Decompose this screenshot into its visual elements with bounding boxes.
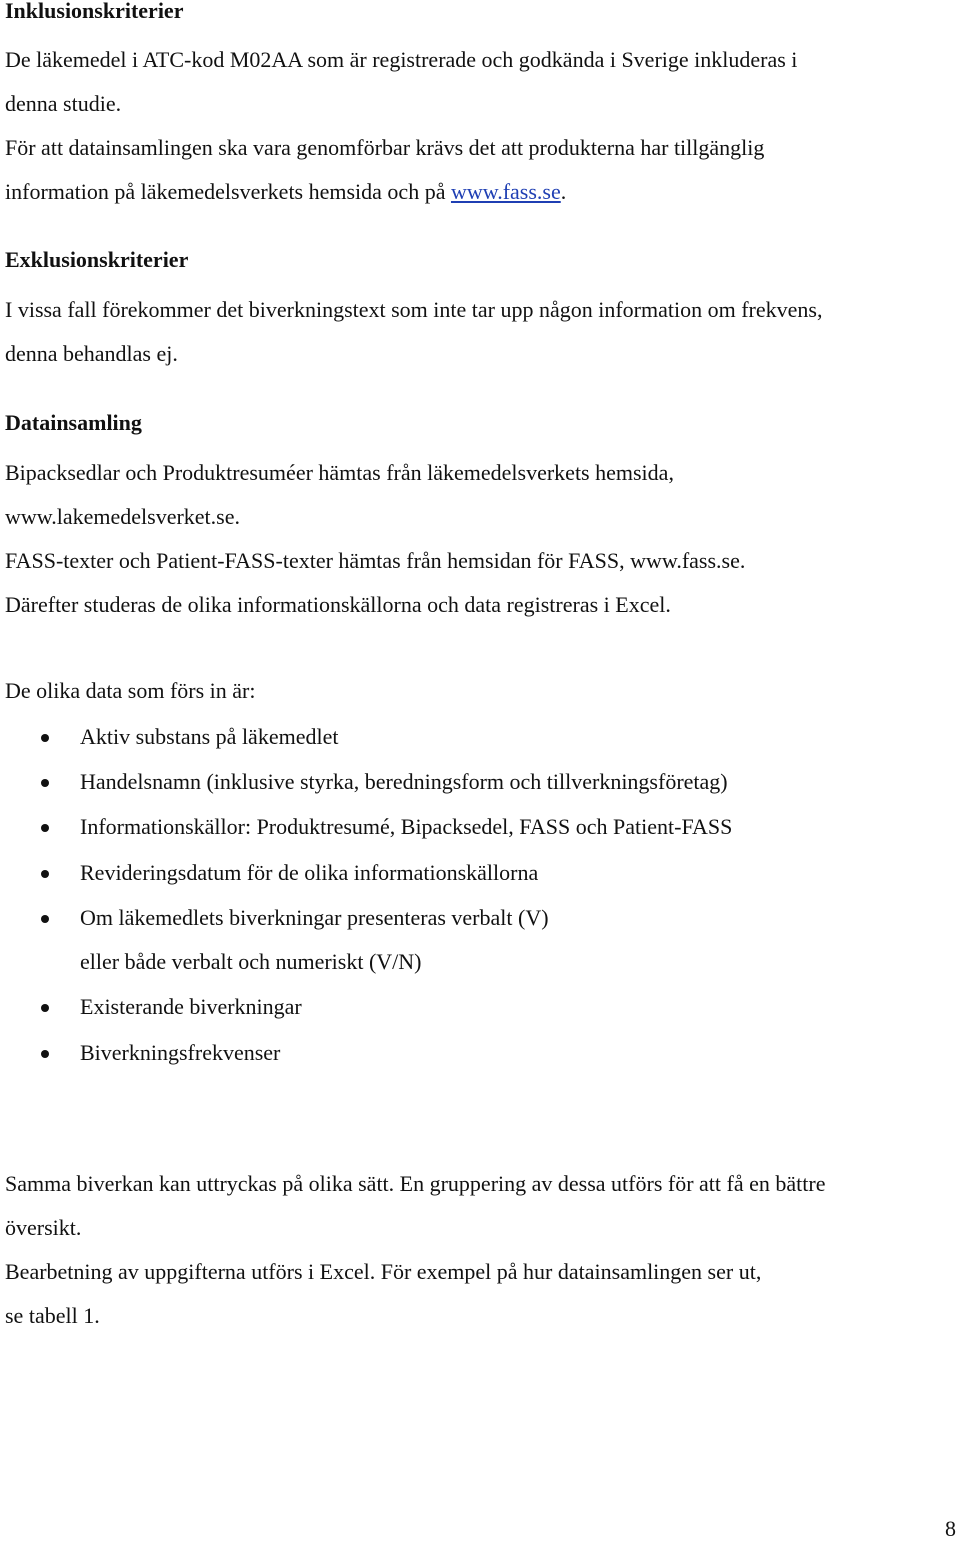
list-item-text: Informationskällor: Produktresumé, Bipacksedel, FASS och Patient-FASS — [80, 814, 733, 839]
closing-line-4: se tabell 1. — [5, 1303, 100, 1328]
bullet-icon — [41, 870, 49, 878]
list-item-text: Handelsnamn (inklusive styrka, beredningsform och tillverkningsföretag) — [80, 769, 728, 794]
exclusion-line-2: denna behandlas ej. — [5, 341, 178, 366]
exclusion-heading: Exklusionskriterier — [5, 247, 189, 272]
inclusion-line-4-prefix: information på läkemedelsverkets hemsida och på — [5, 179, 451, 204]
list-item-text: Om läkemedlets biverkningar presenteras verbalt (V) — [80, 905, 549, 930]
closing-line-2: översikt. — [5, 1215, 82, 1240]
bullet-icon — [41, 915, 49, 923]
fass-link[interactable]: www.fass.se — [450, 179, 561, 204]
data-list-intro: De olika data som förs in är: — [5, 678, 256, 703]
bullet-icon — [41, 779, 49, 787]
datainsamling-line-3: FASS-texter och Patient-FASS-texter hämtas från hemsidan för FASS, www.fass.se. — [5, 548, 746, 573]
inclusion-line-4-suffix: . — [560, 179, 567, 204]
list-item-text: Existerande biverkningar — [80, 994, 302, 1019]
list-item-continuation-text: eller både verbalt och numeriskt (V/N) — [80, 949, 422, 974]
bullet-icon — [41, 734, 49, 742]
closing-line-3: Bearbetning av uppgifterna utförs i Excel. För exempel på hur datainsamlingen ser ut, — [5, 1259, 762, 1284]
bullet-icon — [41, 1050, 49, 1058]
inclusion-line-2: denna studie. — [5, 91, 122, 116]
exclusion-line-1: I vissa fall förekommer det biverkningstext som inte tar upp någon information om frekvens, — [5, 297, 823, 322]
list-item-text: Biverkningsfrekvenser — [80, 1040, 281, 1065]
bullet-icon — [41, 1004, 49, 1012]
inclusion-line-3: För att datainsamlingen ska vara genomförbar krävs det att produkterna har tillgänglig — [5, 135, 765, 160]
datainsamling-line-2: www.lakemedelsverket.se. — [5, 504, 240, 529]
inclusion-line-1: De läkemedel i ATC-kod M02AA som är registrerade och godkända i Sverige inkluderas i — [5, 47, 798, 72]
datainsamling-heading: Datainsamling — [5, 410, 142, 435]
closing-line-1: Samma biverkan kan uttryckas på olika sätt. En gruppering av dessa utförs för att få en bättre — [5, 1171, 826, 1196]
datainsamling-line-1: Bipacksedlar och Produktresuméer hämtas från läkemedelsverkets hemsida, — [5, 460, 674, 485]
page-number: 8 — [945, 1516, 956, 1541]
inclusion-heading: Inklusionskriterier — [5, 0, 184, 23]
datainsamling-line-4: Därefter studeras de olika informationskällorna och data registreras i Excel. — [5, 592, 671, 617]
inclusion-line-4 — [5, 170, 566, 214]
list-item-text: Revideringsdatum för de olika informationskällorna — [80, 860, 539, 885]
bullet-icon — [41, 824, 49, 832]
list-item-text: Aktiv substans på läkemedlet — [80, 724, 339, 749]
